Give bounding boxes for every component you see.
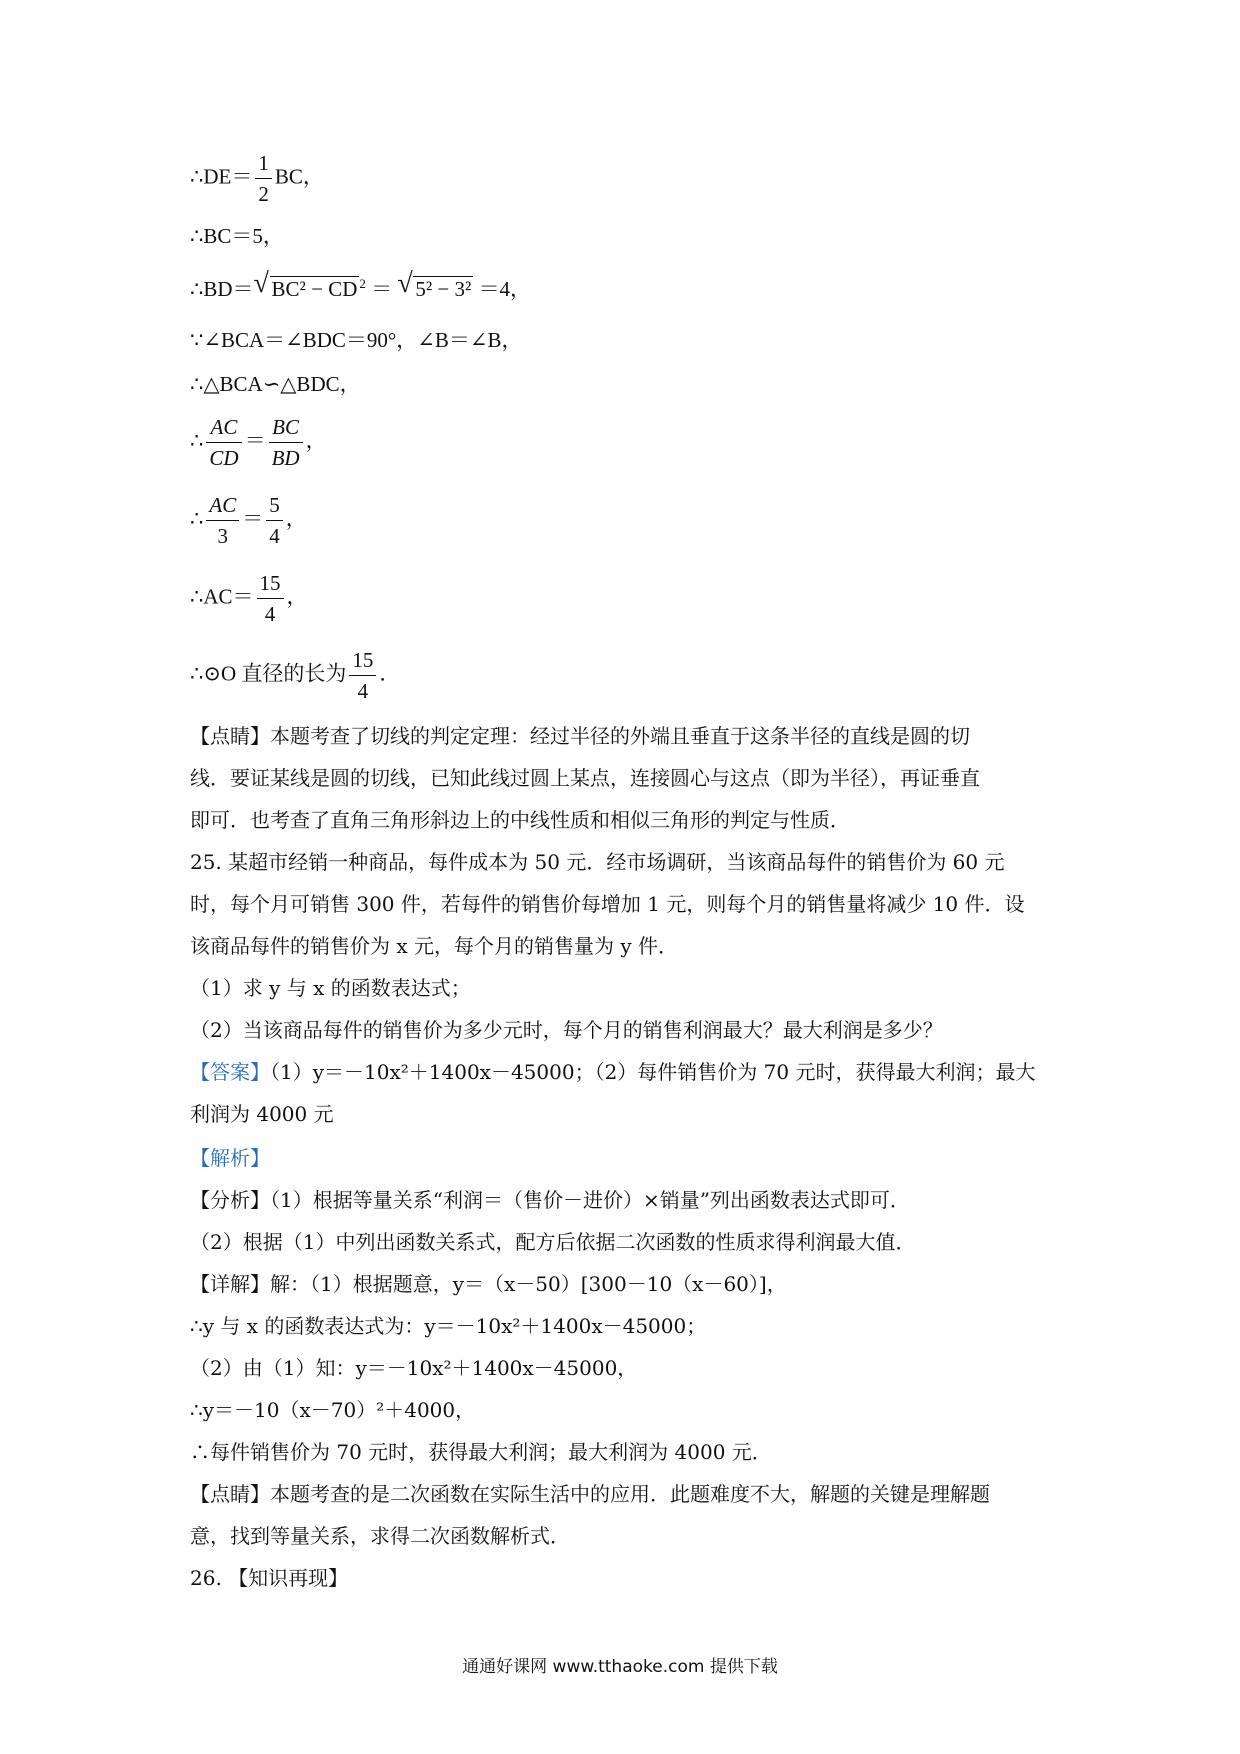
comment-line: 【点睛】本题考查的是二次函数在实际生活中的应用．此题难度不大，解题的关键是理解题 xyxy=(190,1482,990,1506)
comment-line: 意，找到等量关系，求得二次函数解析式． xyxy=(190,1524,570,1548)
analysis-line: 【分析】（1）根据等量关系“利润＝（售价－进价）×销量”列出函数表达式即可． xyxy=(190,1188,910,1212)
comment-line: 线．要证某线是圆的切线，已知此线过圆上某点，连接圆心与这点（即为半径），再证垂直 xyxy=(190,766,980,790)
text: ＝4， xyxy=(473,277,532,301)
line-bd-sqrt xyxy=(190,270,531,303)
comment-line: 即可．也考查了直角三角形斜边上的中线性质和相似三角形的判定与性质． xyxy=(190,808,850,832)
detail-line: ∴y 与 x 的函数表达式为：y＝－10x²＋1400x－45000； xyxy=(190,1314,707,1338)
denominator: 3 xyxy=(206,520,239,551)
answer-tag: 【答案】 xyxy=(190,1060,270,1084)
numerator: 15 xyxy=(352,648,374,672)
numerator: BC xyxy=(272,415,299,439)
denominator: BD xyxy=(269,442,303,473)
sqrt-expression: √ 5² − 3² xyxy=(397,268,472,301)
comment-line: 【点睛】本题考查了切线的判定定理：经过半径的外端且垂直于这条半径的直线是圆的切 xyxy=(190,724,970,748)
text: BC， xyxy=(274,164,324,189)
detail-line: 【详解】解：（1）根据题意，y＝（x－50）[300－10（x－60）]， xyxy=(190,1272,787,1296)
fraction xyxy=(349,645,376,706)
line-ac-value xyxy=(190,568,308,629)
numerator: AC xyxy=(210,415,238,439)
line-similar-triangles: ∴△BCA∽△BDC， xyxy=(190,372,361,396)
answer-line: 利润为 4000 元 xyxy=(190,1102,334,1126)
text: ＝ xyxy=(244,428,266,453)
denominator: 4 xyxy=(257,598,284,629)
radicand: BC² − CD xyxy=(271,277,358,301)
line-angles: ∵∠BCA＝∠BDC＝90°，∠B＝∠B， xyxy=(190,328,523,352)
question-25-part-2: （2）当该商品每件的销售价为多少元时，每个月的销售利润最大？最大利润是多少？ xyxy=(190,1018,943,1042)
line-de-half-bc xyxy=(190,148,324,209)
page-footer: 通通好课网 www.tthaoke.com 提供下载 xyxy=(462,1657,778,1677)
fraction xyxy=(257,568,284,629)
line-ratio-ac-3 xyxy=(190,490,307,551)
line-ratio-ac-cd xyxy=(190,412,327,473)
text: ∴ xyxy=(190,506,204,531)
exponent: 2 xyxy=(359,276,366,291)
numerator: 5 xyxy=(269,493,280,517)
text: ， xyxy=(286,584,308,609)
fraction xyxy=(269,412,303,473)
denominator: 4 xyxy=(349,675,376,706)
line-diameter xyxy=(190,645,400,706)
text: ＝ xyxy=(242,506,264,531)
answer-text: （1）y＝－10x²＋1400x－45000；（2）每件销售价为 70 元时，获得最大利润；最大 xyxy=(270,1060,1036,1084)
answer-line xyxy=(190,1058,1035,1086)
text: ∴DE＝ xyxy=(190,164,253,189)
question-26-heading: 26. 【知识再现】 xyxy=(190,1566,349,1590)
text: ＝ xyxy=(365,277,398,301)
detail-line: ∴y＝－10（x－70）²＋4000， xyxy=(190,1398,476,1422)
text: ， xyxy=(305,428,327,453)
radicand: 5² − 3² xyxy=(415,277,472,301)
question-25-part-1: （1）求 y 与 x 的函数表达式； xyxy=(190,976,471,1000)
text: ． xyxy=(379,661,401,686)
question-25-line: 时，每个月可销售 300 件，若每件的销售价每增加 1 元，则每个月的销售量将减少 10 件．设 xyxy=(190,892,1025,916)
analysis-line: （2）根据（1）中列出函数关系式，配方后依据二次函数的性质求得利润最大值． xyxy=(190,1230,916,1254)
fraction xyxy=(206,490,239,551)
text: ∴BD＝ xyxy=(190,277,254,301)
fraction xyxy=(266,490,283,551)
question-25-line: 该商品每件的销售价为 x 元，每个月的销售量为 y 件． xyxy=(190,934,679,958)
numerator: AC xyxy=(209,493,237,517)
text: ∴ xyxy=(190,428,204,453)
question-25-line: 25. 某超市经销一种商品，每件成本为 50 元．经市场调研，当该商品每件的销售价为 60 元 xyxy=(190,850,1005,874)
detail-line: （2）由（1）知：y＝－10x²＋1400x－45000， xyxy=(190,1356,638,1380)
numerator: 1 xyxy=(258,151,269,175)
denominator: 2 xyxy=(255,178,272,209)
line-bc-5: ∴BC＝5， xyxy=(190,224,284,248)
fraction xyxy=(255,148,272,209)
fraction xyxy=(206,412,241,473)
detail-line: ∴每件销售价为 70 元时，获得最大利润；最大利润为 4000 元． xyxy=(190,1440,772,1464)
sqrt-expression: √ BC² − CD xyxy=(253,268,358,301)
denominator: CD xyxy=(206,442,241,473)
text: ， xyxy=(285,506,307,531)
numerator: 15 xyxy=(259,571,281,595)
text: ∴AC＝ xyxy=(190,584,254,609)
denominator: 4 xyxy=(266,520,283,551)
text: ∴⊙O 直径的长为 xyxy=(190,661,347,686)
analysis-tag: 【解析】 xyxy=(190,1146,270,1170)
